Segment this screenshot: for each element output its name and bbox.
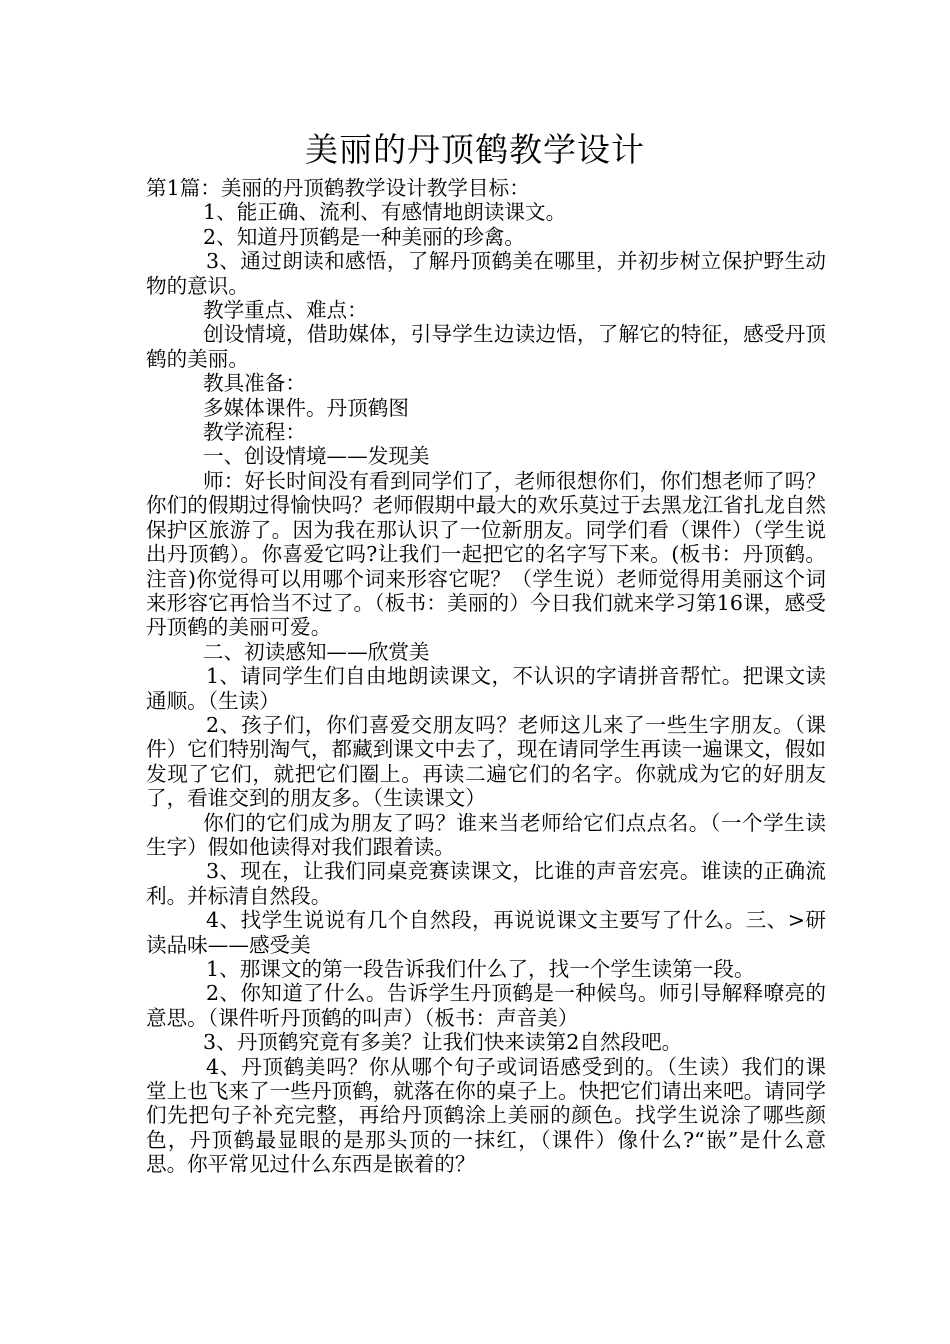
document-body — [146, 176, 826, 1177]
paragraph-key-points-heading: 教学重点、难点： — [203, 298, 368, 323]
paragraph-section-2-item-1: 1、请同学生们自由地朗读课文，不认识的字请拼音帮忙。把课文读通顺。（生读） — [146, 664, 826, 713]
paragraph-goal-3: 3、通过朗读和感悟，了解丹顶鹤美在哪里，并初步树立保护野生动物的意识。 — [146, 249, 826, 298]
paragraph-process-heading: 教学流程： — [203, 420, 306, 445]
paragraph-section-1-heading: 一、创设情境——发现美 — [203, 444, 430, 469]
paragraph-heading: 第1篇：美丽的丹顶鹤教学设计教学目标： — [146, 176, 530, 200]
paragraph-section-2-heading: 二、初读感知——欣赏美 — [203, 639, 430, 664]
paragraph-goal-1: 1、能正确、流利、有感情地朗读课文。 — [203, 200, 567, 225]
document-title: 美丽的丹顶鹤教学设计 — [305, 130, 645, 169]
paragraph-materials: 多媒体课件。丹顶鹤图 — [203, 395, 409, 420]
paragraph-section-3-item-1: 1、那课文的第一段告诉我们什么了，找一个学生读第一段。 — [206, 957, 755, 981]
paragraph-section-3-item-4: 4、丹顶鹤美吗？你从哪个句子或词语感受到的。（生读）我们的课堂上也飞来了一些丹顶鹤，就落在你的桌子上。快把它们请出来吧。请同学们先把句子补充完整，再给丹顶鹤涂上美丽的颜色。找学生说涂了哪些颜色，丹顶鹤最显眼的是那头顶的一抹红，（课件）像什么?“嵌”是什么意思。你平常见过什么东西是嵌着的？ — [146, 1054, 826, 1177]
paragraph-section-3-item-2: 2、你知道了什么。告诉学生丹顶鹤是一种候鸟。师引导解释嘹亮的意思。（课件听丹顶鹤的叫声）（板书：声音美） — [146, 981, 826, 1030]
paragraph-section-2-item-2: 2、孩子们，你们喜爱交朋友吗？老师这儿来了一些生字朋友。（课件）它们特别淘气，都藏到课文中去了，现在请同学生再读一遍课文，假如发现了它们，就把它们圈上。再读二遍它们的名字。你就成为它的好朋友了，看谁交到的朋友多。（生读课文） — [146, 712, 826, 811]
paragraph-key-points: 创设情境，借助媒体，引导学生边读边悟，了解它的特征，感受丹顶鹤的美丽。 — [146, 322, 826, 371]
paragraph-materials-heading: 教具准备： — [203, 371, 306, 396]
paragraph-section-3-item-3: 3、丹顶鹤究竟有多美？让我们快来读第2自然段吧。 — [203, 1030, 683, 1055]
paragraph-section-2-item-2b: 你们的它们成为朋友了吗？谁来当老师给它们点点名。（一个学生读生字）假如他读得对我们跟着读。 — [146, 810, 826, 859]
paragraph-section-2-item-4: 4、找学生说说有几个自然段，再说说课文主要写了什么。三、>研读品味——感受美 — [146, 908, 826, 957]
paragraph-section-2-item-3: 3、现在，让我们同桌竞赛读课文，比谁的声音宏亮。谁读的正确流利。并标清自然段。 — [146, 859, 826, 908]
paragraph-section-1-body: 师：好长时间没有看到同学们了，老师很想你们，你们想老师了吗？你们的假期过得愉快吗？老师假期中最大的欢乐莫过于去黑龙江省扎龙自然保护区旅游了。因为我在那认识了一位新朋友。同学们看（课件）（学生说出丹顶鹤）。你喜爱它吗?让我们一起把它的名字写下来。(板书：丹顶鹤。注音)你觉得可以用哪个词来形容它呢？（学生说）老师觉得用美丽这个词来形容它再恰当不过了。（板书：美丽的）今日我们就来学习第16课，感受丹顶鹤的美丽可爱。 — [146, 468, 826, 640]
paragraph-goal-2: 2、知道丹顶鹤是一种美丽的珍禽。 — [203, 224, 526, 249]
